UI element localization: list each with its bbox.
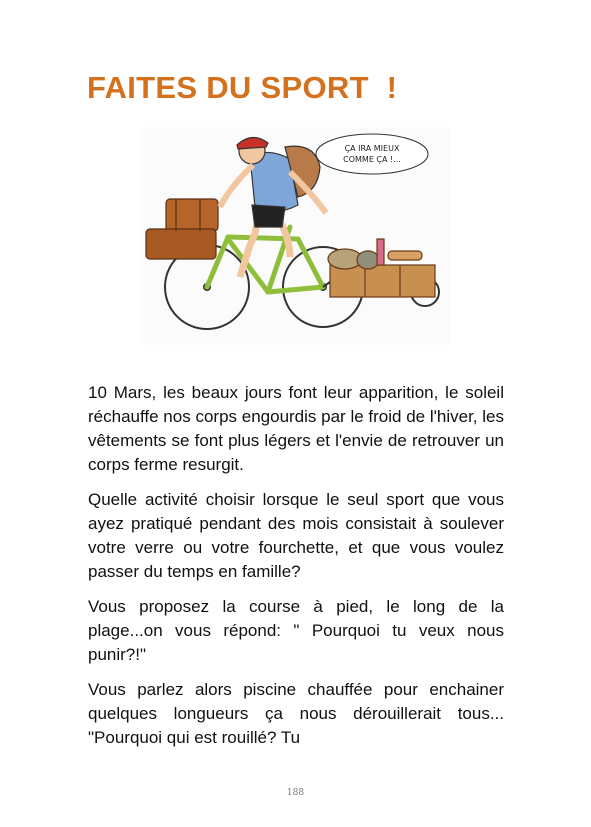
page-number: 188 bbox=[286, 788, 305, 798]
speech-bubble-line2: COMME ÇA !... bbox=[343, 155, 401, 164]
cyclist-illustration bbox=[140, 127, 450, 345]
paragraph: Vous parlez alors piscine chauffée pour enchainer quelques longueurs ça nous dérouillerait tous... "Pourquoi qui est rouillé? Tu bbox=[88, 680, 504, 747]
paragraph: Vous proposez la course à pied, le long de la plage...on vous répond: " Pourquoi tu veux nous punir?!" bbox=[88, 597, 504, 664]
paragraph: 10 Mars, les beaux jours font leur apparition, le soleil réchauffe nos corps engourdis par le froid de l'hiver, les vêtements se font plus légers et l'envie de retrouver un corps ferme resurgit. bbox=[88, 383, 504, 474]
speech-bubble-line1: ÇA IRA MIEUX bbox=[344, 144, 400, 153]
page-title: FAITES DU SPORT ! bbox=[87, 70, 398, 105]
article-body bbox=[88, 381, 504, 761]
paragraph: Quelle activité choisir lorsque le seul sport que vous ayez pratiqué pendant des mois consistait à soulever votre verre ou votre fourchette, et que vous voulez passer du temps en famille? bbox=[88, 490, 504, 581]
